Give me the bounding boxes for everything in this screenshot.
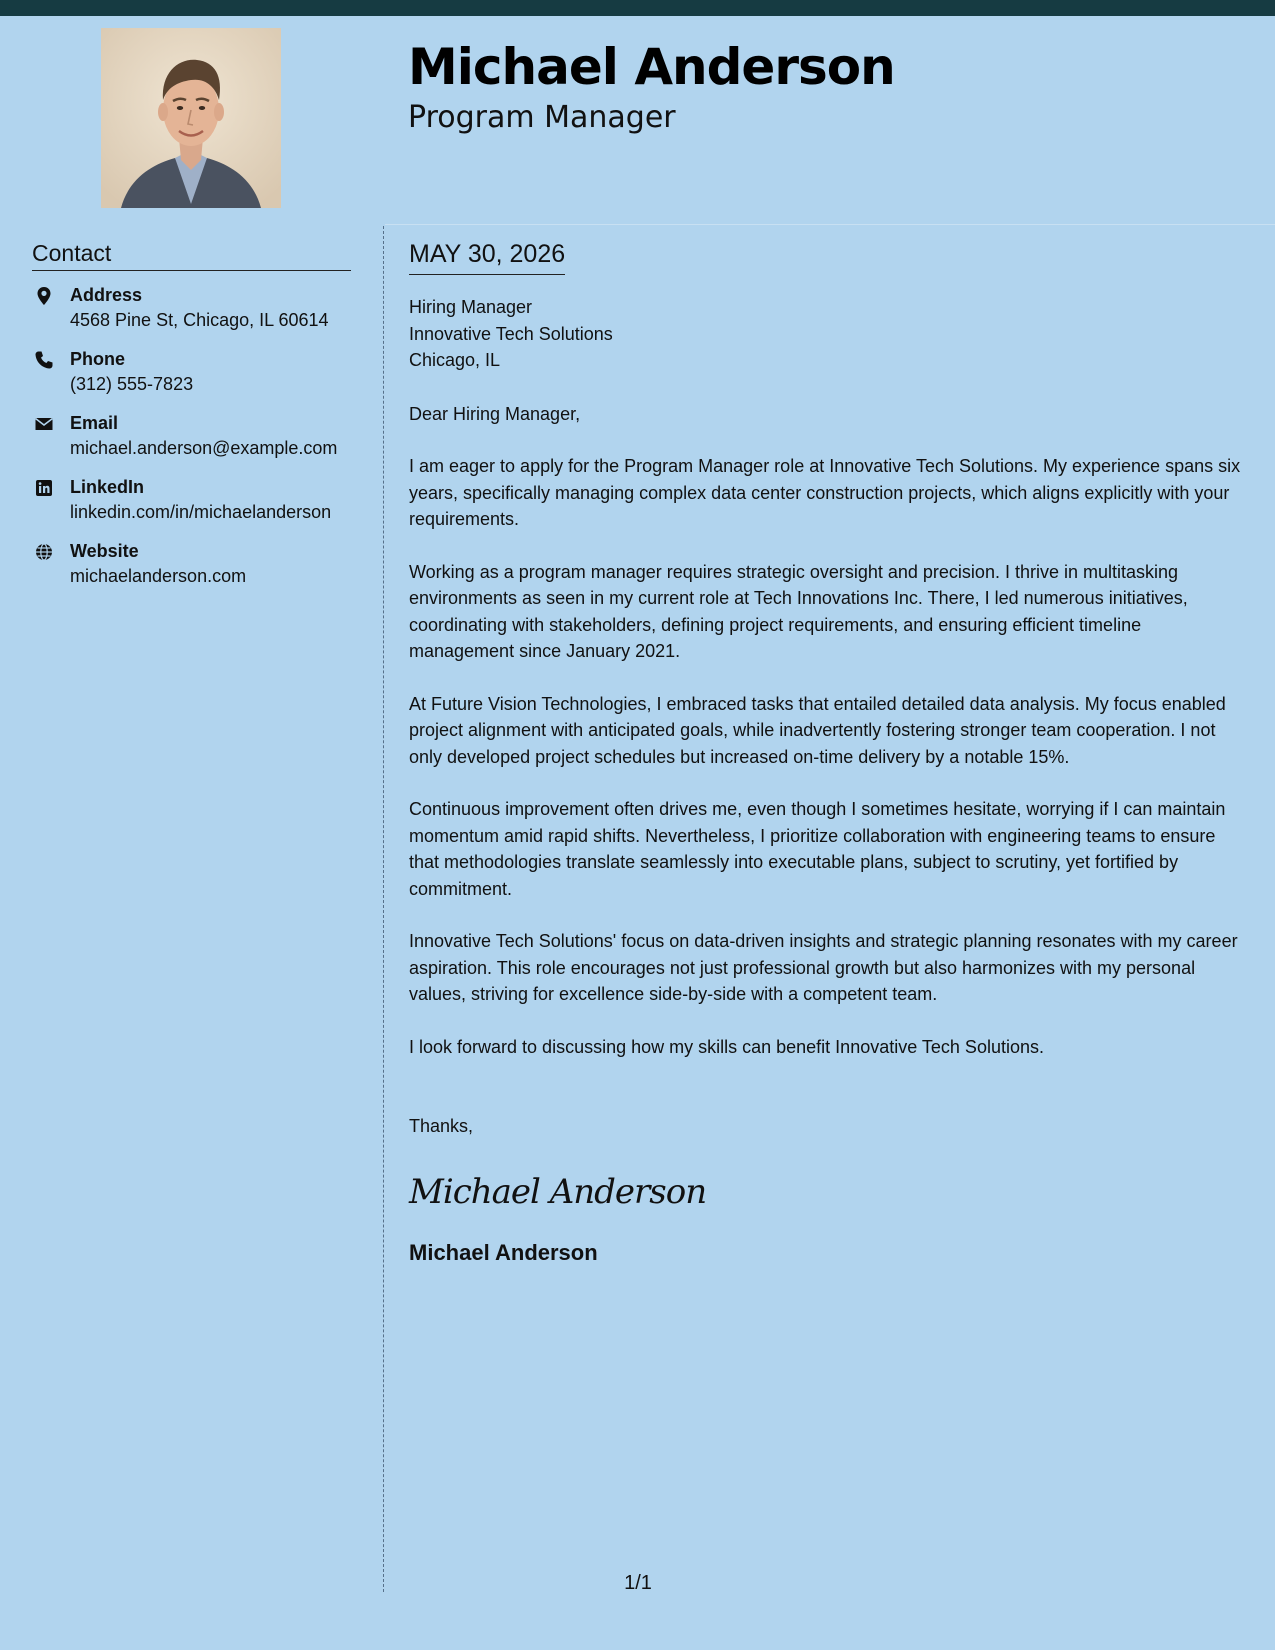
contact-list — [32, 283, 351, 589]
contact-item-linkedin — [32, 475, 351, 525]
website-label: Website — [70, 541, 139, 561]
recipient-block — [409, 294, 1247, 374]
website-value[interactable]: michaelanderson.com — [70, 566, 247, 586]
closing: Thanks, — [409, 1116, 474, 1136]
applicant-name: Michael Anderson — [408, 38, 895, 96]
contact-heading: Contact — [32, 240, 351, 271]
contact-item-email — [32, 411, 351, 461]
body-paragraph: At Future Vision Technologies, I embraced tasks that entailed detailed data analysis. My focus enabled project alignment with anticipated goals, while inadvertently fostering stronger team cooperation. I not only developed project schedules but increased on-time delivery by a notable 15%. — [409, 693, 1226, 767]
job-title: Program Manager — [408, 100, 676, 135]
contact-sidebar — [32, 240, 351, 603]
column-divider — [383, 226, 384, 1592]
address-label: Address — [70, 285, 143, 305]
body-paragraph: I am eager to apply for the Program Manager role at Innovative Tech Solutions. My experience spans six years, specifically managing complex data center construction projects, which aligns explicitly with your requirements. — [409, 456, 1241, 529]
contact-item-website — [32, 539, 351, 589]
recipient-line: Hiring Manager — [409, 297, 533, 317]
signature — [409, 1166, 707, 1218]
body-paragraph: Innovative Tech Solutions' focus on data-driven insights and strategic planning resonates with my career aspiration. This role encourages not just professional growth but also harmonizes with my personal values, striving for excellence side-by-side with a competent team. — [409, 931, 1238, 1004]
envelope-icon — [34, 414, 54, 434]
recipient-line: Chicago, IL — [409, 350, 501, 370]
recipient-line: Innovative Tech Solutions — [409, 323, 613, 344]
globe-icon — [34, 542, 54, 562]
email-label: Email — [70, 413, 119, 433]
cover-letter — [409, 240, 1247, 1266]
salutation: Dear Hiring Manager, — [409, 403, 581, 424]
signature-script: Michael Anderson — [409, 1171, 707, 1212]
location-pin-icon — [34, 286, 54, 306]
avatar — [101, 28, 281, 208]
header-divider — [385, 224, 1275, 225]
body-paragraph: I look forward to discussing how my skills can benefit Innovative Tech Solutions. — [409, 1036, 1044, 1057]
body-paragraph: Continuous improvement often drives me, even though I sometimes hesitate, worrying if I can maintain momentum amid rapid shifts. Nevertheless, I prioritize collaboration with engineering teams to ensure that methodologies translate seamlessly into executable plans, subject to scrutiny, yet fortified by commitment. — [409, 799, 1226, 899]
letter-date: MAY 30, 2026 — [409, 240, 565, 275]
phone-label: Phone — [70, 349, 126, 369]
body-paragraph: Working as a program manager requires strategic oversight and precision. I thrive in multitasking environments as seen in my current role at Tech Innovations Inc. There, I led numerous initiatives, coordinating with stakeholders, defining project requirements, and ensuring efficient timeline management since January 2021. — [409, 561, 1188, 661]
page-number: 1/1 — [624, 1572, 652, 1594]
contact-item-address — [32, 283, 351, 333]
linkedin-label: LinkedIn — [70, 477, 145, 497]
phone-value: (312) 555-7823 — [70, 374, 194, 394]
linkedin-icon — [34, 478, 54, 498]
signer-name: Michael Anderson — [409, 1239, 598, 1265]
contact-item-phone — [32, 347, 351, 397]
phone-icon — [34, 350, 54, 370]
email-value[interactable]: michael.anderson@example.com — [70, 438, 338, 458]
top-bar — [0, 0, 1275, 16]
linkedin-value[interactable]: linkedin.com/in/michaelanderson — [70, 502, 332, 522]
address-value: 4568 Pine St, Chicago, IL 60614 — [70, 310, 329, 330]
